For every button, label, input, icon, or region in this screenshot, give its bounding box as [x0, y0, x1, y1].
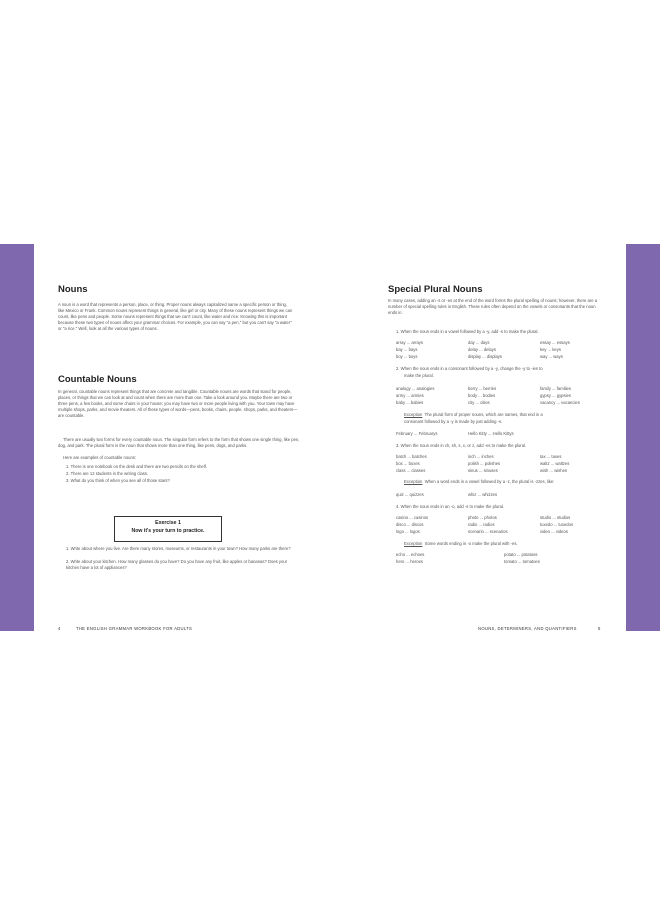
- exception-label: Exception: [404, 479, 423, 484]
- rule-2-continued: make the plural.: [404, 373, 434, 378]
- page-number-left: 4: [58, 626, 61, 631]
- exercise-title: Now it's your turn to practice.: [131, 527, 205, 534]
- right-page: Special Plural Nouns In many cases, adding an -s or -es at the end of the word forms the plural spelling of nouns; however, there are a number of special spelling rules in English. These rules often depend on the vowels or consonants that the noun ends in. 1. When the noun ends in a vowel followed by a -y, add -s to make the plural. array ... arrays day ... days essay ... essays bay ... bays delay ... delays key ... keys boy ... boys display ... displays way ... ways 2. When the noun ends in a consonant followed by a -y, change the -y to -ies to make the plural. analogy ... analogies berry ... berries family ... families army ... armies body ... bodies gypsy ... gypsies baby ... babies city ... cities vacancy ... vacancies Exception The plural form of proper nouns, which are names, that end in a consonant followed by a -y is made by just adding -s. February ... Februarys Hello Kitty ... Hello Kittys 3. When the noun ends in ch, sh, s, x, or z, add -es to make the plural. batch ... batches inch ... inches tax ... taxes box ... boxes polish ... polishes waltz ... waltzes class ... classes sinus ... sinuses wish ... wishes Exception When a word ends in a vowel followed by a -z, the plural is -zzes, like: quiz ... quizzes whiz ... whizzes 4. When the noun ends in an -o, add -s to make the plural. casino ... casinos photo ... photos studio ... studios disco ... discos radio ... radios tuxedo ... tuxedos logo ... logos scenario ... scenarios video ... videos Exception Some words ending in -o make the plural with -es. echo ... echoes potato ... potatoes hero ... heroes tomato ... tomatoes NOUNS, DETERMINERS, AND QUANTIFIERS 5: [388, 284, 601, 631]
- section-title-special-plural: Special Plural Nouns: [388, 284, 483, 295]
- special-plural-intro: In many cases, adding an -s or -es at the end of the word forms the plural spelling of nouns; however, there are a number of special spelling rules in English. These rules often depend on the vowels or consonants that the noun ends in.: [388, 298, 598, 315]
- left-purple-band: [0, 244, 34, 631]
- section-title-countable: Countable Nouns: [58, 374, 137, 385]
- countable-paragraph-2: There are usually two forms for every countable noun. The singular form refers to the form that shows one single thing, like pen, dog, and park. The plural form is the noun that shows more than one thing, like pens, dogs, and parks.: [58, 437, 300, 448]
- exception-1: Exception The plural form of proper nouns, which are names, that end in a: [404, 412, 543, 417]
- rule-3: 3. When the noun ends in ch, sh, s, x, or z, add -es to make the plural.: [396, 443, 527, 448]
- exception-label: Exception: [404, 541, 423, 546]
- example-item: 2. There are 12 students in the writing class.: [66, 471, 149, 476]
- left-page: [58, 244, 326, 631]
- exercise-label: Exercise 1: [155, 520, 181, 526]
- rule-2: 2. When the noun ends in a consonant followed by a -y, change the -y to -ies to: [396, 366, 543, 371]
- exercise-box: [114, 516, 222, 542]
- countable-paragraph: In general, countable nouns represent things that are concrete and tangible. Countable nouns are words that stand for people, places, or things that we can look at and count when there are more than one. Take a look around you. Maybe there are two or three pens, a few books, and some chairs in your house; you may have two or more people living with you. Your town may have multiple shops, parks, and movie theaters. All of these types of words—pens, books, chairs, people, shops, parks, and theaters—are countable.: [58, 389, 298, 418]
- book-spread: [0, 244, 660, 631]
- intro-paragraph: A noun is a word that represents a person, place, or thing. Proper nouns always capitalized name a specific person or thing, like Mexico or Frank. Common nouns represent things in general, like girl or city. Many of these nouns represent things we can count, like pens and people. Some nouns represent things that we can't count, like water and rice. Knowing this is important because these two types of nouns affect your grammar choices. For example, you can say "a pen," but you can't say "a water" or "a rice." Well, look at all the various types of nouns.: [58, 302, 293, 331]
- rule-1: 1. When the noun ends in a vowel followed by a -y, add -s to make the plural.: [396, 329, 539, 334]
- example-item: 1. There is one notebook on the desk and there are two pencils on the shelf.: [66, 464, 207, 469]
- right-purple-band: [626, 244, 660, 631]
- running-footer-right: NOUNS, DETERMINERS, AND QUANTIFIERS: [478, 626, 577, 631]
- practice-item: 1. Write about where you live. Are there many stores, museums, or restaurants in your town? How many parks are there?: [66, 546, 291, 551]
- exception-3: Exception Some words ending in -o make the plural with -es.: [404, 541, 518, 546]
- running-footer-left: THE ENGLISH GRAMMAR WORKBOOK FOR ADULTS: [76, 626, 193, 631]
- examples-label: Here are examples of countable nouns:: [63, 455, 137, 460]
- page-number-right: 5: [598, 626, 601, 631]
- practice-item: 2. Write about your kitchen. How many glasses do you have? Do you have any fruit, like apples or bananas? Does your kitchen have a lot of appliances?: [66, 559, 288, 570]
- page-title: Nouns: [58, 284, 88, 295]
- exception-2: Exception When a word ends in a vowel followed by a -z, the plural is -zzes, like:: [404, 479, 555, 484]
- exception-label: Exception: [404, 412, 423, 417]
- rule-4: 4. When the noun ends in an -o, add -s to make the plural.: [396, 504, 505, 509]
- exception-1-continued: consonant followed by a -y is made by just adding -s.: [404, 419, 503, 424]
- example-item: 3. What do you think of when you see all of those stars?: [66, 478, 170, 483]
